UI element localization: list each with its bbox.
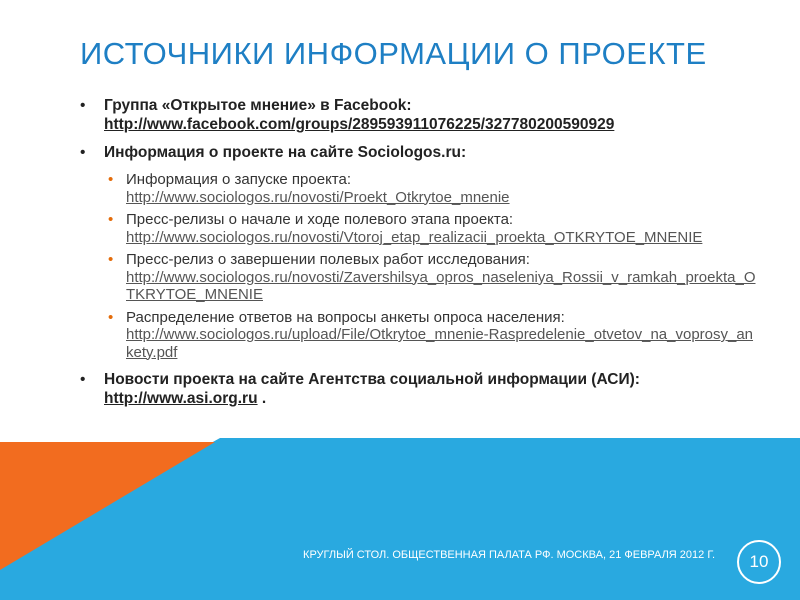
sublist-item-press-releases bbox=[106, 211, 760, 246]
list-item-text: Группа «Открытое мнение» в Facebook: bbox=[104, 97, 412, 114]
list-item-suffix: . bbox=[257, 390, 267, 407]
sublist-item-text: Распределение ответов на вопросы анкеты опроса населения: bbox=[126, 308, 565, 326]
list-item-sociologos bbox=[80, 143, 760, 162]
source-list bbox=[80, 96, 760, 417]
list-item-text: Информация о проекте на сайте Sociologos.ru: bbox=[104, 144, 467, 161]
sublist-item-distribution bbox=[106, 309, 760, 362]
sublist-item-text: Информация о запуске проекта: bbox=[126, 171, 352, 188]
list-item-text: Новости проекта на сайте Агентства социальной информации (АСИ): bbox=[104, 371, 640, 388]
distribution-link[interactable]: http://www.sociologos.ru/upload/File/Otkrytoe_mnenie-Raspredelenie_otvetov_na_voprosy_ankety.pdf bbox=[126, 326, 754, 361]
sublist-item-text: Пресс-релиз о завершении полевых работ исследования: bbox=[126, 251, 530, 268]
facebook-link[interactable]: http://www.facebook.com/groups/289593911076225/327780200590929 bbox=[104, 116, 615, 133]
sublist-item-launch bbox=[106, 171, 760, 206]
launch-link[interactable]: http://www.sociologos.ru/novosti/Proekt_Otkrytoe_mnenie bbox=[126, 188, 510, 206]
slide-title: ИСТОЧНИКИ ИНФОРМАЦИИ О ПРОЕКТЕ bbox=[80, 36, 707, 71]
page-number: 10 bbox=[749, 552, 769, 571]
footer-text: КРУГЛЫЙ СТОЛ. ОБЩЕСТВЕННАЯ ПАЛАТА РФ. МОСКВА, 21 ФЕВРАЛЯ 2012 Г. bbox=[303, 549, 715, 561]
asi-link[interactable]: http://www.asi.org.ru bbox=[104, 390, 258, 407]
list-item-asi bbox=[80, 370, 760, 408]
completion-link[interactable]: http://www.sociologos.ru/novosti/Zavershilsya_opros_naseleniya_Rossii_v_ramkah_proekta_OTKRYTOE_MNENIE bbox=[126, 268, 756, 303]
sublist-item-press-release-completion bbox=[106, 251, 760, 304]
page-number-badge bbox=[737, 540, 781, 584]
press-releases-link[interactable]: http://www.sociologos.ru/novosti/Vtoroj_etap_realizacii_proekta_OTKRYTOE_MNENIE bbox=[126, 228, 703, 246]
sublist-item-text: Пресс-релизы о начале и ходе полевого этапа проекта: bbox=[126, 211, 514, 228]
list-item-facebook bbox=[80, 96, 760, 134]
